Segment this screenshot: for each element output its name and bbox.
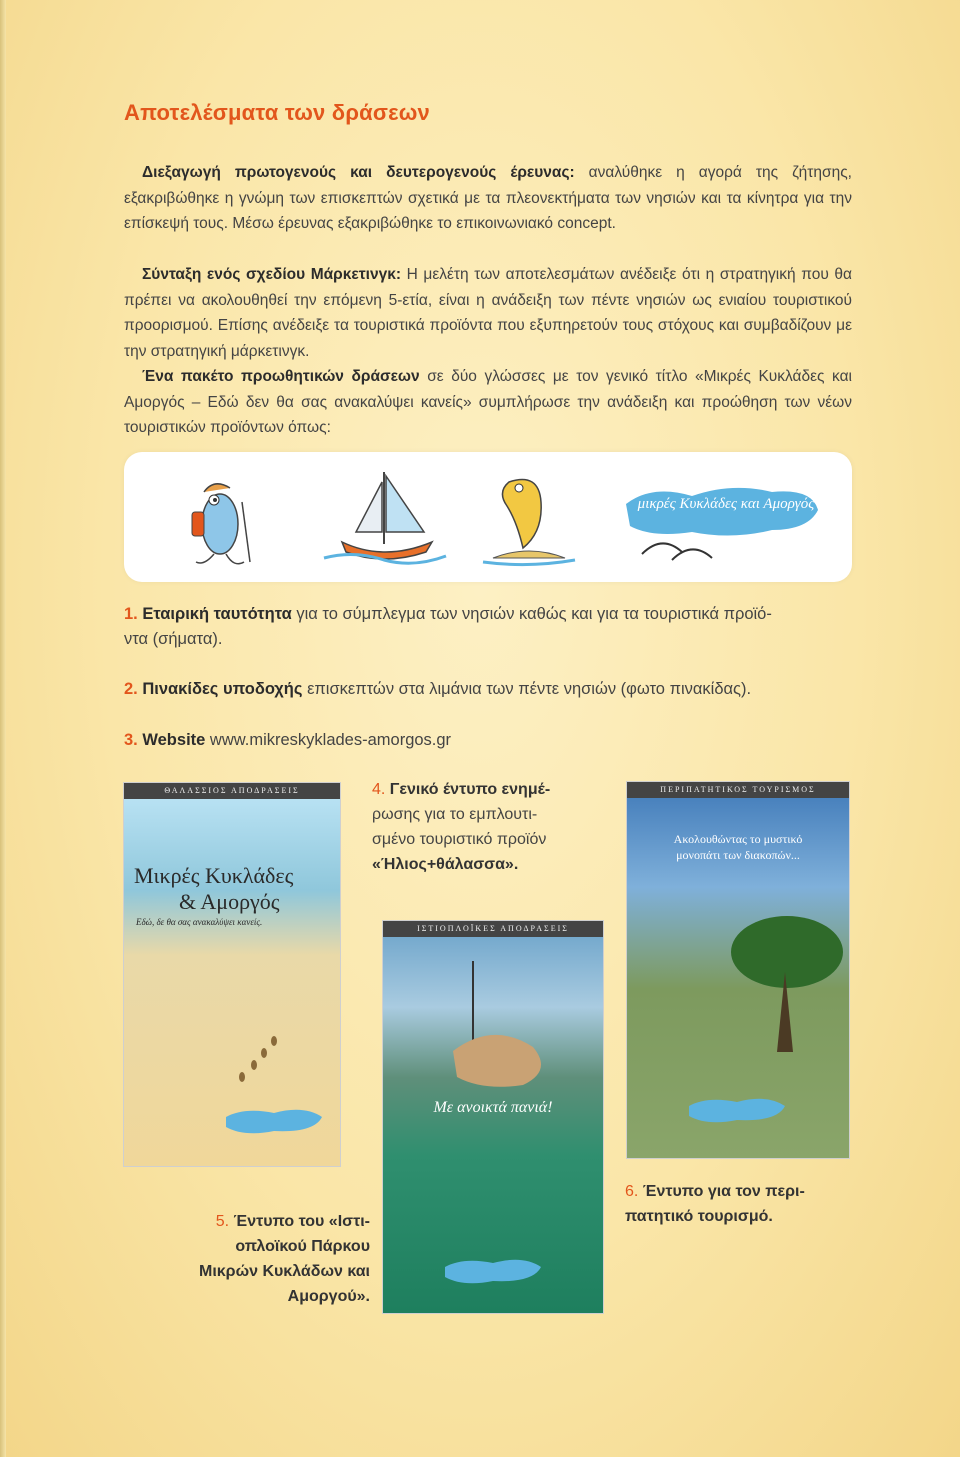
footprints-icon [214, 1033, 294, 1093]
item-text: για το σύμπλεγμα των νησιών καθώς και για τα τουριστικά προϊό- [291, 605, 772, 623]
caption-line: ρωσης για το εμπλουτι- [372, 806, 538, 823]
caption-line: σμένο τουριστικό προϊόν [372, 831, 547, 848]
caption-line: «Ήλιος+θάλασσα». [372, 856, 519, 873]
item-number: 1. [124, 605, 138, 623]
paragraph-lead: Διεξαγωγή πρωτογενούς και δευτερογενούς έρευνας: [142, 164, 575, 181]
paragraph-research [124, 160, 852, 237]
caption-number: 4. [372, 781, 386, 798]
tree-icon [697, 902, 847, 1052]
caption-line: οπλοϊκού Πάρκου [235, 1238, 370, 1255]
item-corporate-identity [124, 602, 864, 652]
item-lead: Πινακίδες υποδοχής [142, 680, 303, 698]
caption-line: πατητικό τουρισμό. [625, 1208, 773, 1225]
brochure-title-2: & Αμοργός [179, 889, 280, 914]
paragraph-lead: Ένα πακέτο προωθητικών δράσεων [142, 368, 420, 385]
item-number: 2. [124, 680, 138, 698]
sailboat-logo [314, 462, 454, 572]
logo-script-text: μικρές Κυκλάδες και Αμοργός [637, 496, 815, 512]
paragraph-text: σε δύο γλώσσες με τον γενικό τίτλο «Μικρές Κυκλάδες και Αμοργός – Εδώ δεν θα σας ανακαλύψει κανείς» συμπλήρωσε την ανάδειξη και προώθηση των νέων τουριστικών προϊόντων όπως: [124, 368, 852, 436]
brochure-title: Με ανοικτά πανιά! [433, 1099, 553, 1116]
logo-strip [124, 452, 852, 582]
island-shape-icon [622, 474, 822, 564]
caption-brochure-5 [150, 1209, 370, 1309]
caption-number: 6. [625, 1183, 639, 1200]
section-heading: Αποτελέσματα των δράσεων [124, 100, 430, 125]
mikres-kyklades-logo [622, 474, 822, 564]
caption-line: Έντυπο του «Ιστι- [233, 1213, 370, 1230]
brochure-hiking [626, 781, 850, 1159]
item-number: 3. [124, 731, 138, 749]
caption-line: Αμοργού». [287, 1288, 370, 1305]
sailboat-rock-icon [413, 951, 573, 1101]
item-lead: Εταιρική ταυτότητα [142, 605, 292, 623]
paragraph-text: αναλύθηκε η αγορά της ζήτησης, εξακριβώθηκε η γνώμη των επισκεπτών σχετικά με τα πλεονεκτήματα των νησιών και τα κίνητρα για την επίσκεψή τους. Μέσω έρευνας εξακριβώθηκε το επικοινωνιακό concept. [124, 164, 852, 232]
brochure-title: Ακολουθώντας το μυστικό [673, 832, 803, 846]
caption-line: Γενικό έντυπο ενημέ- [389, 781, 551, 798]
brochure-logo-icon [443, 1253, 543, 1293]
brochure-title-2: μονοπάτι των διακοπών... [676, 848, 800, 862]
caption-brochure-4 [372, 777, 550, 877]
brochure-header: ΙΣΤΙΟΠΛΟΪΚΕΣ ΑΠΟΔΡΑΣΕΙΣ [383, 921, 603, 937]
fish-island-logo [479, 462, 579, 572]
paragraph-lead: Σύνταξη ενός σχεδίου Μάρκετινγκ: [142, 266, 402, 283]
caption-brochure-6 [625, 1179, 805, 1229]
item-text-cont: ντα (σήματα). [124, 630, 223, 648]
brochure-header: ΠΕΡΙΠΑΤΗΤΙΚΟΣ ΤΟΥΡΙΣΜΟΣ [627, 782, 849, 798]
brochure-logo-icon [224, 1103, 324, 1143]
item-text: επισκεπτών στα λιμάνια των πέντε νησιών (φωτο πινακίδας). [302, 680, 752, 698]
caption-number: 5. [215, 1213, 230, 1230]
caption-line: Μικρών Κυκλάδων και [198, 1263, 370, 1280]
item-website [124, 728, 864, 753]
brochure-subtitle: Εδώ, δε θα σας ανακαλύψει κανείς. [136, 917, 263, 927]
brochure-beach [123, 782, 341, 1167]
item-welcome-signs [124, 677, 864, 702]
paragraph-promotion [124, 364, 852, 441]
brochure-sailing [382, 920, 604, 1314]
paragraph-text: Η μελέτη των αποτελεσμάτων ανέδειξε ότι η στρατηγική που θα πρέπει να ακολουθηθεί την επόμενη 5-ετία, είναι η ανάδειξη των πέντε νησιών ως ενιαίου τουριστικού προορισμού. Επίσης ανέδειξε τα τουριστικά προϊόντα που εξυπηρετούν τους στόχους και συμβαδίζουν με την στρατηγική μάρκετινγκ. [124, 266, 852, 360]
item-text: www.mikreskyklades-amorgos.gr [205, 731, 452, 749]
brochure-title: Μικρές Κυκλάδες [134, 863, 294, 888]
fish-hiker-logo [184, 462, 264, 572]
paragraph-marketing-plan [124, 262, 852, 364]
item-lead: Website [142, 731, 206, 749]
brochure-logo-icon [687, 1092, 787, 1132]
caption-line: Έντυπο για τον περι- [642, 1183, 805, 1200]
page-fold [0, 0, 6, 1457]
brochure-header: ΘΑΛΑΣΣΙΟΣ ΑΠΟΔΡΑΣΕΙΣ [124, 783, 340, 799]
